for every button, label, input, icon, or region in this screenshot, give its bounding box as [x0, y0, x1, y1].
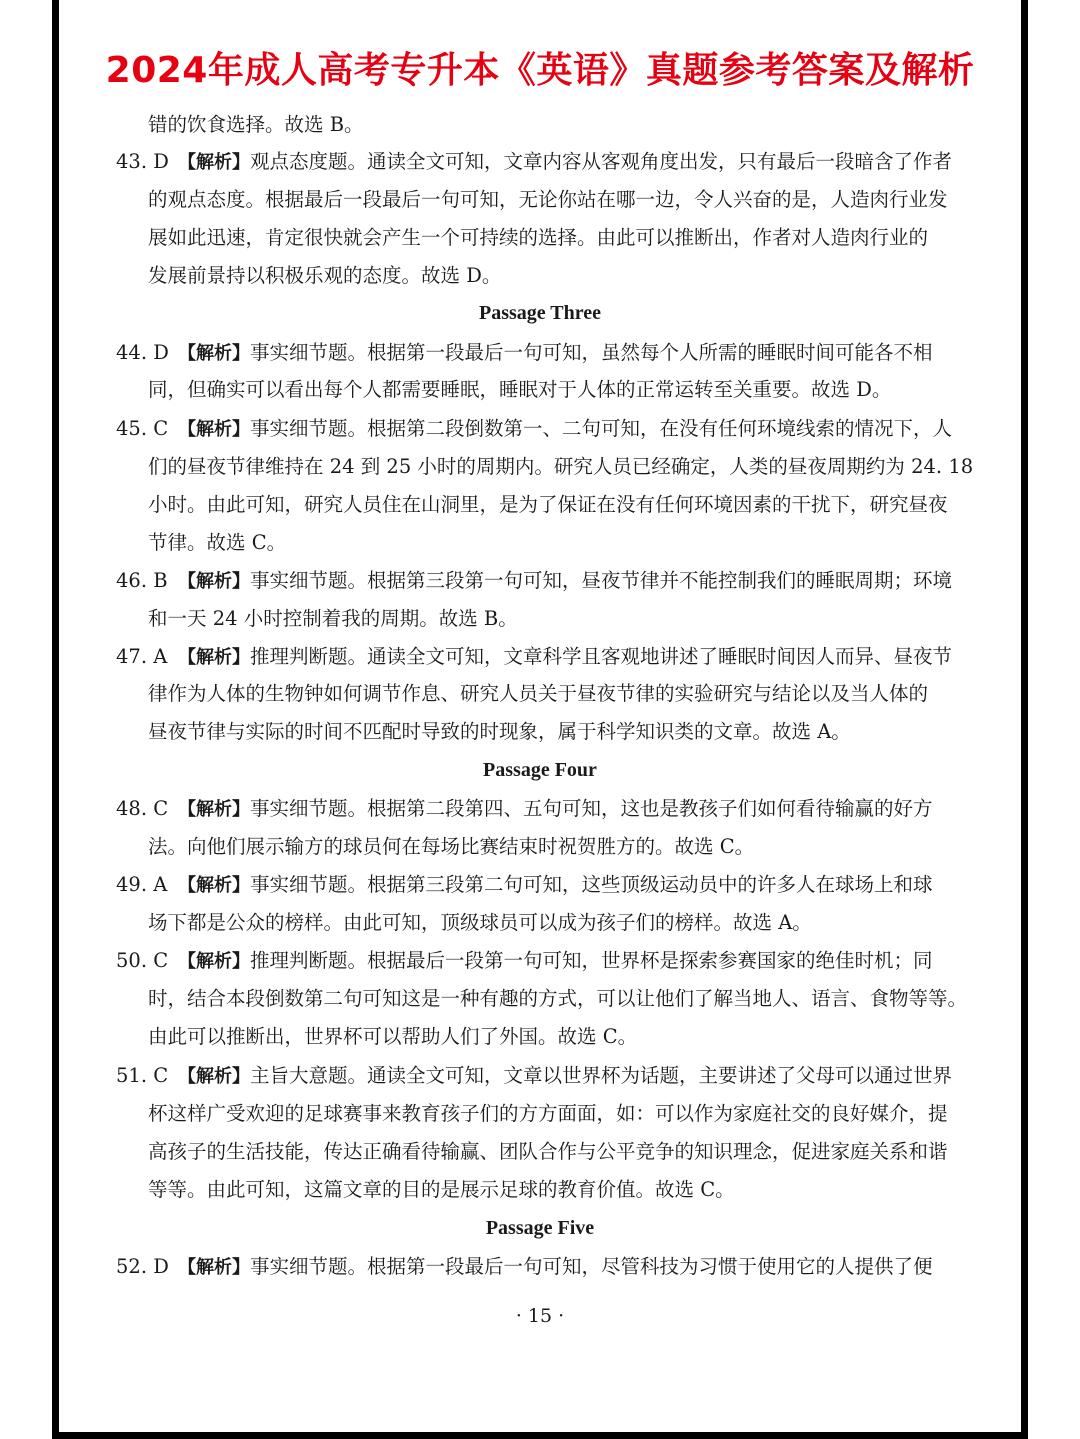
- text-line: 律作为人体的生物钟如何调节作息、研究人员关于昼夜节律的实验研究与结论以及当人体的: [148, 682, 929, 705]
- text-line: 时，结合本段倒数第二句可知这是一种有趣的方式，可以让他们了解当地人、语言、食物等等。: [148, 987, 968, 1010]
- text-line: 的观点态度。根据最后一段最后一句可知，无论你站在哪一边，令人兴奋的是，人造肉行业发: [148, 188, 948, 211]
- text-line: 事实细节题。根据第三段第二句可知，这些顶级运动员中的许多人在球场上和球: [250, 873, 933, 896]
- answer-number: 49. A: [116, 873, 168, 896]
- text-line: 和一天 24 小时控制着我的周期。故选 B。: [148, 607, 518, 630]
- answer-number: 50. C: [116, 949, 169, 972]
- text-line: 观点态度题。通读全文可知，文章内容从客观角度出发，只有最后一段暗含了作者: [250, 150, 953, 173]
- answer-number: 48. C: [116, 797, 169, 820]
- page-number: · 15 ·: [515, 1305, 565, 1327]
- text-line: 事实细节题。根据第一段最后一句可知，虽然每个人所需的睡眠时间可能各不相: [250, 341, 933, 364]
- answer-49: [116, 872, 933, 898]
- text-line: 展如此迅速，肯定很快就会产生一个可持续的选择。由此可以推断出，作者对人造肉行业的: [148, 226, 929, 249]
- text-line: 事实细节题。根据第二段倒数第一、二句可知，在没有任何环境线索的情况下，人: [250, 417, 953, 440]
- text-line: 昼夜节律与实际的时间不匹配时导致的时现象，属于科学知识类的文章。故选 A。: [148, 720, 851, 743]
- text-line: 发展前景持以积极乐观的态度。故选 D。: [148, 264, 502, 287]
- text-line: 推理判断题。通读全文可知，文章科学且客观地讲述了睡眠时间因人而异、昼夜节: [250, 645, 953, 668]
- analysis-tag: 【解析】: [178, 799, 250, 820]
- passage-heading: Passage Four: [483, 759, 597, 781]
- analysis-tag: 【解析】: [178, 419, 250, 440]
- text-line: 同，但确实可以看出每个人都需要睡眠，睡眠对于人体的正常运转至关重要。故选 D。: [148, 378, 892, 401]
- answer-number: 51. C: [116, 1064, 169, 1087]
- page-title: 2024年成人高考专升本《英语》真题参考答案及解析: [105, 50, 975, 91]
- text-line: 们的昼夜节律维持在 24 到 25 小时的周期内。研究人员已经确定，人类的昼夜周期约为 24. 18: [148, 455, 974, 478]
- answer-50: [116, 948, 933, 974]
- answer-number: 46. B: [116, 569, 168, 592]
- analysis-tag: 【解析】: [178, 1066, 250, 1087]
- text-line: 高孩子的生活技能，传达正确看待输赢、团队合作与公平竞争的知识理念，促进家庭关系和谐: [148, 1140, 948, 1163]
- answer-44: [116, 340, 933, 366]
- answer-number: 52. D: [116, 1255, 169, 1278]
- answer-number: 45. C: [116, 417, 169, 440]
- text-line: 错的饮食选择。故选 B。: [148, 113, 364, 136]
- answer-51: [116, 1063, 952, 1089]
- analysis-tag: 【解析】: [178, 875, 250, 896]
- text-line: 节律。故选 C。: [148, 531, 287, 554]
- answer-48: [116, 796, 933, 822]
- answer-45: [116, 416, 952, 442]
- text-line: 杯这样广受欢迎的足球赛事来教育孩子们的方方面面，如：可以作为家庭社交的良好媒介，提: [148, 1102, 948, 1125]
- analysis-tag: 【解析】: [178, 152, 250, 173]
- answer-number: 44. D: [116, 341, 169, 364]
- analysis-tag: 【解析】: [178, 647, 250, 668]
- text-line: 场下都是公众的榜样。由此可知，顶级球员可以成为孩子们的榜样。故选 A。: [148, 911, 812, 934]
- passage-heading: Passage Five: [485, 1217, 595, 1239]
- passage-heading: Passage Three: [478, 302, 602, 324]
- text-line: 推理判断题。根据最后一段第一句可知，世界杯是探索参赛国家的绝佳时机；同: [250, 949, 933, 972]
- answer-47: [116, 644, 952, 670]
- analysis-tag: 【解析】: [178, 343, 250, 364]
- text-line: 事实细节题。根据第一段最后一句可知，尽管科技为习惯于使用它的人提供了便: [250, 1255, 933, 1278]
- analysis-tag: 【解析】: [178, 1257, 250, 1278]
- answer-52: [116, 1254, 933, 1280]
- answer-number: 43. D: [116, 150, 169, 173]
- text-line: 事实细节题。根据第二段第四、五句可知，这也是教孩子们如何看待输赢的好方: [250, 797, 933, 820]
- answer-46: [116, 568, 952, 594]
- answer-number: 47. A: [116, 645, 168, 668]
- text-line: 等等。由此可知，这篇文章的目的是展示足球的教育价值。故选 C。: [148, 1178, 735, 1201]
- text-line: 由此可以推断出，世界杯可以帮助人们了外国。故选 C。: [148, 1025, 638, 1048]
- analysis-tag: 【解析】: [178, 951, 250, 972]
- answer-43: [116, 149, 952, 175]
- text-line: 法。向他们展示输方的球员何在每场比赛结束时祝贺胜方的。故选 C。: [148, 835, 755, 858]
- text-line: 小时。由此可知，研究人员住在山洞里，是为了保证在没有任何环境因素的干扰下，研究昼夜: [148, 493, 948, 516]
- analysis-tag: 【解析】: [178, 571, 250, 592]
- text-line: 事实细节题。根据第三段第一句可知，昼夜节律并不能控制我们的睡眠周期；环境: [250, 569, 953, 592]
- text-line: 主旨大意题。通读全文可知，文章以世界杯为话题，主要讲述了父母可以通过世界: [250, 1064, 953, 1087]
